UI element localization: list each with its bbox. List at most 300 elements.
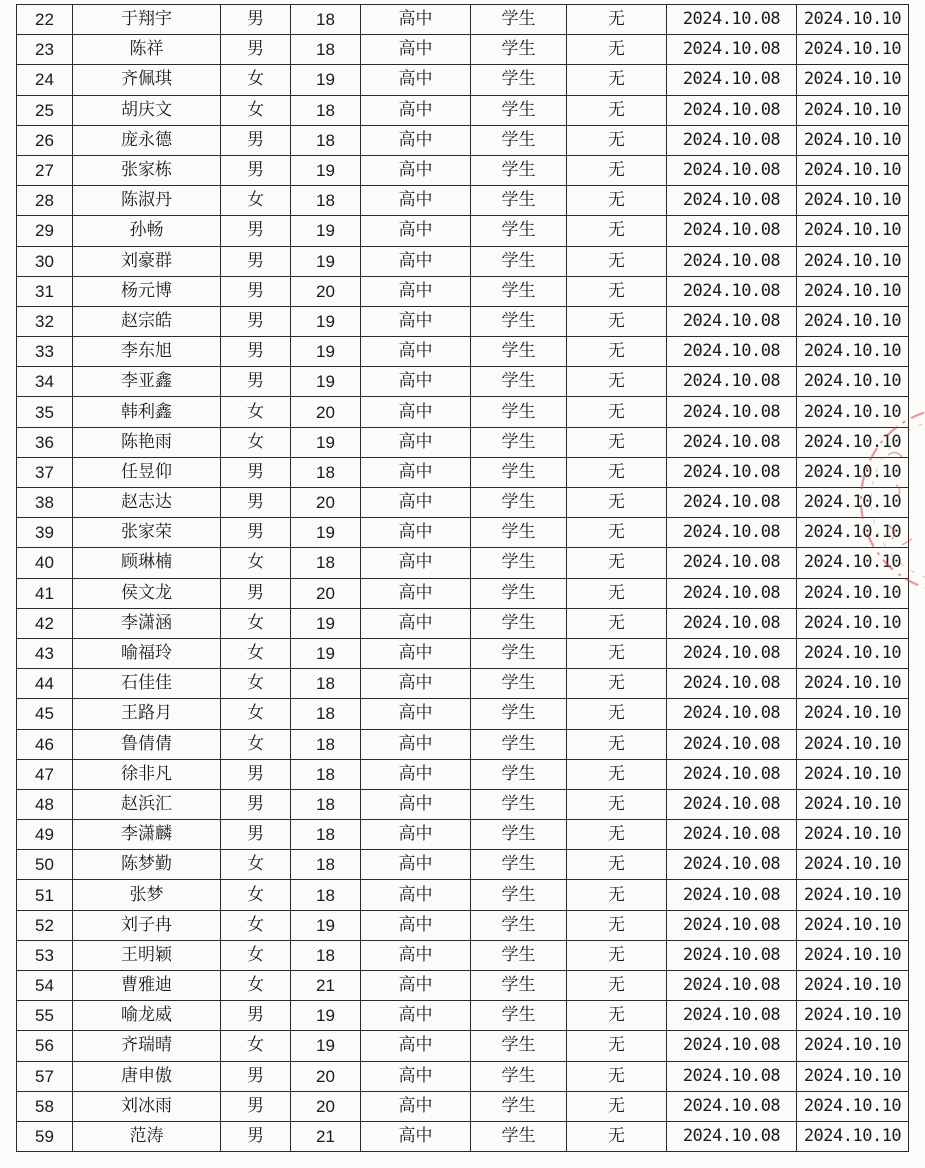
age-cell: 19 [291, 638, 361, 668]
remark-cell: 无 [567, 95, 667, 125]
occupation-cell: 学生 [471, 638, 567, 668]
remark-cell: 无 [567, 729, 667, 759]
gender-cell: 男 [221, 276, 291, 306]
age-cell: 18 [291, 699, 361, 729]
start-date-cell: 2024.10.08 [667, 729, 797, 759]
remark-cell: 无 [567, 638, 667, 668]
age-cell: 19 [291, 1031, 361, 1061]
gender-cell: 男 [221, 789, 291, 819]
end-date-cell: 2024.10.10 [797, 669, 909, 699]
education-cell: 高中 [361, 427, 471, 457]
student-name-cell: 徐非凡 [73, 759, 221, 789]
gender-cell: 女 [221, 669, 291, 699]
start-date-cell: 2024.10.08 [667, 276, 797, 306]
row-number-cell: 37 [17, 457, 73, 487]
education-cell: 高中 [361, 216, 471, 246]
age-cell: 18 [291, 669, 361, 699]
start-date-cell: 2024.10.08 [667, 759, 797, 789]
roster-table [16, 4, 909, 1152]
start-date-cell: 2024.10.08 [667, 367, 797, 397]
age-cell: 18 [291, 548, 361, 578]
age-cell: 18 [291, 759, 361, 789]
occupation-cell: 学生 [471, 367, 567, 397]
age-cell: 19 [291, 367, 361, 397]
end-date-cell: 2024.10.10 [797, 397, 909, 427]
age-cell: 18 [291, 729, 361, 759]
occupation-cell: 学生 [471, 427, 567, 457]
end-date-cell: 2024.10.10 [797, 880, 909, 910]
row-number-cell: 48 [17, 789, 73, 819]
row-number-cell: 34 [17, 367, 73, 397]
end-date-cell: 2024.10.10 [797, 65, 909, 95]
age-cell: 19 [291, 427, 361, 457]
education-cell: 高中 [361, 5, 471, 35]
start-date-cell: 2024.10.08 [667, 1091, 797, 1121]
occupation-cell: 学生 [471, 820, 567, 850]
end-date-cell: 2024.10.10 [797, 578, 909, 608]
row-number-cell: 35 [17, 397, 73, 427]
start-date-cell: 2024.10.08 [667, 488, 797, 518]
education-cell: 高中 [361, 125, 471, 155]
table-row [17, 1031, 909, 1061]
end-date-cell: 2024.10.10 [797, 488, 909, 518]
start-date-cell: 2024.10.08 [667, 880, 797, 910]
table-row [17, 186, 909, 216]
remark-cell: 无 [567, 789, 667, 819]
age-cell: 18 [291, 457, 361, 487]
occupation-cell: 学生 [471, 186, 567, 216]
gender-cell: 女 [221, 1031, 291, 1061]
end-date-cell: 2024.10.10 [797, 35, 909, 65]
end-date-cell: 2024.10.10 [797, 699, 909, 729]
remark-cell: 无 [567, 1121, 667, 1151]
gender-cell: 女 [221, 397, 291, 427]
student-name-cell: 齐佩琪 [73, 65, 221, 95]
occupation-cell: 学生 [471, 397, 567, 427]
row-number-cell: 31 [17, 276, 73, 306]
end-date-cell: 2024.10.10 [797, 1061, 909, 1091]
row-number-cell: 28 [17, 186, 73, 216]
table-row [17, 608, 909, 638]
table-row [17, 518, 909, 548]
education-cell: 高中 [361, 186, 471, 216]
table-row [17, 367, 909, 397]
student-name-cell: 韩利鑫 [73, 397, 221, 427]
education-cell: 高中 [361, 276, 471, 306]
remark-cell: 无 [567, 367, 667, 397]
start-date-cell: 2024.10.08 [667, 125, 797, 155]
age-cell: 19 [291, 216, 361, 246]
start-date-cell: 2024.10.08 [667, 971, 797, 1001]
end-date-cell: 2024.10.10 [797, 155, 909, 185]
table-row [17, 65, 909, 95]
education-cell: 高中 [361, 1031, 471, 1061]
remark-cell: 无 [567, 548, 667, 578]
age-cell: 20 [291, 397, 361, 427]
education-cell: 高中 [361, 488, 471, 518]
start-date-cell: 2024.10.08 [667, 1031, 797, 1061]
table-row [17, 548, 909, 578]
row-number-cell: 36 [17, 427, 73, 457]
occupation-cell: 学生 [471, 971, 567, 1001]
start-date-cell: 2024.10.08 [667, 427, 797, 457]
table-row [17, 789, 909, 819]
row-number-cell: 54 [17, 971, 73, 1001]
student-name-cell: 喻福玲 [73, 638, 221, 668]
remark-cell: 无 [567, 35, 667, 65]
education-cell: 高中 [361, 940, 471, 970]
row-number-cell: 55 [17, 1001, 73, 1031]
age-cell: 21 [291, 1121, 361, 1151]
table-row [17, 246, 909, 276]
row-number-cell: 42 [17, 608, 73, 638]
student-name-cell: 赵宗皓 [73, 306, 221, 336]
end-date-cell: 2024.10.10 [797, 427, 909, 457]
student-name-cell: 张梦 [73, 880, 221, 910]
end-date-cell: 2024.10.10 [797, 1031, 909, 1061]
education-cell: 高中 [361, 669, 471, 699]
gender-cell: 男 [221, 1091, 291, 1121]
age-cell: 20 [291, 1061, 361, 1091]
occupation-cell: 学生 [471, 608, 567, 638]
student-name-cell: 李亚鑫 [73, 367, 221, 397]
student-name-cell: 喻龙威 [73, 1001, 221, 1031]
end-date-cell: 2024.10.10 [797, 125, 909, 155]
end-date-cell: 2024.10.10 [797, 306, 909, 336]
start-date-cell: 2024.10.08 [667, 1121, 797, 1151]
end-date-cell: 2024.10.10 [797, 1001, 909, 1031]
remark-cell: 无 [567, 155, 667, 185]
education-cell: 高中 [361, 457, 471, 487]
occupation-cell: 学生 [471, 1091, 567, 1121]
education-cell: 高中 [361, 1001, 471, 1031]
education-cell: 高中 [361, 65, 471, 95]
gender-cell: 男 [221, 246, 291, 276]
end-date-cell: 2024.10.10 [797, 638, 909, 668]
age-cell: 19 [291, 608, 361, 638]
age-cell: 21 [291, 971, 361, 1001]
age-cell: 18 [291, 850, 361, 880]
student-name-cell: 庞永德 [73, 125, 221, 155]
start-date-cell: 2024.10.08 [667, 457, 797, 487]
row-number-cell: 32 [17, 306, 73, 336]
education-cell: 高中 [361, 155, 471, 185]
remark-cell: 无 [567, 1001, 667, 1031]
student-name-cell: 张家栋 [73, 155, 221, 185]
occupation-cell: 学生 [471, 65, 567, 95]
start-date-cell: 2024.10.08 [667, 910, 797, 940]
table-row [17, 337, 909, 367]
age-cell: 20 [291, 1091, 361, 1121]
remark-cell: 无 [567, 186, 667, 216]
start-date-cell: 2024.10.08 [667, 940, 797, 970]
student-name-cell: 陈祥 [73, 35, 221, 65]
remark-cell: 无 [567, 276, 667, 306]
remark-cell: 无 [567, 1031, 667, 1061]
table-row [17, 276, 909, 306]
table-row [17, 940, 909, 970]
student-name-cell: 李东旭 [73, 337, 221, 367]
student-name-cell: 刘冰雨 [73, 1091, 221, 1121]
end-date-cell: 2024.10.10 [797, 820, 909, 850]
gender-cell: 男 [221, 5, 291, 35]
age-cell: 20 [291, 276, 361, 306]
table-row [17, 669, 909, 699]
gender-cell: 男 [221, 367, 291, 397]
remark-cell: 无 [567, 306, 667, 336]
occupation-cell: 学生 [471, 910, 567, 940]
end-date-cell: 2024.10.10 [797, 457, 909, 487]
table-row [17, 95, 909, 125]
remark-cell: 无 [567, 850, 667, 880]
row-number-cell: 45 [17, 699, 73, 729]
student-name-cell: 赵志达 [73, 488, 221, 518]
row-number-cell: 23 [17, 35, 73, 65]
remark-cell: 无 [567, 940, 667, 970]
start-date-cell: 2024.10.08 [667, 5, 797, 35]
education-cell: 高中 [361, 1061, 471, 1091]
education-cell: 高中 [361, 910, 471, 940]
occupation-cell: 学生 [471, 1121, 567, 1151]
remark-cell: 无 [567, 5, 667, 35]
row-number-cell: 27 [17, 155, 73, 185]
gender-cell: 女 [221, 65, 291, 95]
education-cell: 高中 [361, 880, 471, 910]
row-number-cell: 49 [17, 820, 73, 850]
age-cell: 18 [291, 820, 361, 850]
student-name-cell: 张家荣 [73, 518, 221, 548]
occupation-cell: 学生 [471, 35, 567, 65]
start-date-cell: 2024.10.08 [667, 95, 797, 125]
gender-cell: 女 [221, 940, 291, 970]
student-name-cell: 赵浜汇 [73, 789, 221, 819]
education-cell: 高中 [361, 608, 471, 638]
occupation-cell: 学生 [471, 125, 567, 155]
table-row [17, 638, 909, 668]
student-name-cell: 鲁倩倩 [73, 729, 221, 759]
gender-cell: 男 [221, 457, 291, 487]
remark-cell: 无 [567, 337, 667, 367]
row-number-cell: 33 [17, 337, 73, 367]
remark-cell: 无 [567, 971, 667, 1001]
education-cell: 高中 [361, 95, 471, 125]
education-cell: 高中 [361, 35, 471, 65]
occupation-cell: 学生 [471, 548, 567, 578]
start-date-cell: 2024.10.08 [667, 699, 797, 729]
end-date-cell: 2024.10.10 [797, 5, 909, 35]
end-date-cell: 2024.10.10 [797, 216, 909, 246]
table-row [17, 880, 909, 910]
education-cell: 高中 [361, 578, 471, 608]
occupation-cell: 学生 [471, 155, 567, 185]
gender-cell: 女 [221, 850, 291, 880]
table-row [17, 850, 909, 880]
row-number-cell: 44 [17, 669, 73, 699]
gender-cell: 女 [221, 910, 291, 940]
row-number-cell: 52 [17, 910, 73, 940]
occupation-cell: 学生 [471, 880, 567, 910]
end-date-cell: 2024.10.10 [797, 910, 909, 940]
row-number-cell: 40 [17, 548, 73, 578]
age-cell: 18 [291, 940, 361, 970]
age-cell: 18 [291, 880, 361, 910]
student-name-cell: 李潇麟 [73, 820, 221, 850]
start-date-cell: 2024.10.08 [667, 638, 797, 668]
end-date-cell: 2024.10.10 [797, 789, 909, 819]
gender-cell: 男 [221, 1001, 291, 1031]
remark-cell: 无 [567, 669, 667, 699]
end-date-cell: 2024.10.10 [797, 276, 909, 306]
occupation-cell: 学生 [471, 276, 567, 306]
remark-cell: 无 [567, 1091, 667, 1121]
age-cell: 19 [291, 306, 361, 336]
table-row [17, 488, 909, 518]
age-cell: 19 [291, 246, 361, 276]
education-cell: 高中 [361, 638, 471, 668]
gender-cell: 女 [221, 427, 291, 457]
student-name-cell: 胡庆文 [73, 95, 221, 125]
occupation-cell: 学生 [471, 518, 567, 548]
start-date-cell: 2024.10.08 [667, 246, 797, 276]
gender-cell: 男 [221, 1121, 291, 1151]
table-row [17, 397, 909, 427]
roster-body [17, 5, 909, 1152]
remark-cell: 无 [567, 518, 667, 548]
start-date-cell: 2024.10.08 [667, 306, 797, 336]
remark-cell: 无 [567, 1061, 667, 1091]
remark-cell: 无 [567, 65, 667, 95]
end-date-cell: 2024.10.10 [797, 729, 909, 759]
table-row [17, 1061, 909, 1091]
start-date-cell: 2024.10.08 [667, 35, 797, 65]
student-name-cell: 刘豪群 [73, 246, 221, 276]
age-cell: 20 [291, 578, 361, 608]
education-cell: 高中 [361, 306, 471, 336]
remark-cell: 无 [567, 397, 667, 427]
start-date-cell: 2024.10.08 [667, 608, 797, 638]
row-number-cell: 41 [17, 578, 73, 608]
age-cell: 18 [291, 125, 361, 155]
table-row [17, 5, 909, 35]
end-date-cell: 2024.10.10 [797, 95, 909, 125]
remark-cell: 无 [567, 457, 667, 487]
occupation-cell: 学生 [471, 789, 567, 819]
occupation-cell: 学生 [471, 457, 567, 487]
table-row [17, 729, 909, 759]
remark-cell: 无 [567, 608, 667, 638]
gender-cell: 女 [221, 548, 291, 578]
student-name-cell: 任昱仰 [73, 457, 221, 487]
remark-cell: 无 [567, 759, 667, 789]
row-number-cell: 56 [17, 1031, 73, 1061]
start-date-cell: 2024.10.08 [667, 397, 797, 427]
table-row [17, 427, 909, 457]
student-name-cell: 陈梦勤 [73, 850, 221, 880]
end-date-cell: 2024.10.10 [797, 337, 909, 367]
student-name-cell: 顾琳楠 [73, 548, 221, 578]
row-number-cell: 51 [17, 880, 73, 910]
education-cell: 高中 [361, 789, 471, 819]
gender-cell: 男 [221, 518, 291, 548]
row-number-cell: 38 [17, 488, 73, 518]
age-cell: 18 [291, 5, 361, 35]
table-row [17, 125, 909, 155]
student-name-cell: 齐瑞晴 [73, 1031, 221, 1061]
end-date-cell: 2024.10.10 [797, 759, 909, 789]
occupation-cell: 学生 [471, 940, 567, 970]
gender-cell: 女 [221, 95, 291, 125]
start-date-cell: 2024.10.08 [667, 669, 797, 699]
occupation-cell: 学生 [471, 95, 567, 125]
age-cell: 19 [291, 337, 361, 367]
start-date-cell: 2024.10.08 [667, 548, 797, 578]
remark-cell: 无 [567, 216, 667, 246]
start-date-cell: 2024.10.08 [667, 337, 797, 367]
education-cell: 高中 [361, 820, 471, 850]
gender-cell: 男 [221, 155, 291, 185]
education-cell: 高中 [361, 548, 471, 578]
end-date-cell: 2024.10.10 [797, 518, 909, 548]
end-date-cell: 2024.10.10 [797, 971, 909, 1001]
end-date-cell: 2024.10.10 [797, 608, 909, 638]
row-number-cell: 22 [17, 5, 73, 35]
education-cell: 高中 [361, 1091, 471, 1121]
row-number-cell: 46 [17, 729, 73, 759]
age-cell: 20 [291, 488, 361, 518]
occupation-cell: 学生 [471, 578, 567, 608]
start-date-cell: 2024.10.08 [667, 155, 797, 185]
table-row [17, 820, 909, 850]
row-number-cell: 53 [17, 940, 73, 970]
gender-cell: 男 [221, 820, 291, 850]
remark-cell: 无 [567, 880, 667, 910]
student-name-cell: 侯文龙 [73, 578, 221, 608]
row-number-cell: 24 [17, 65, 73, 95]
table-row [17, 155, 909, 185]
gender-cell: 男 [221, 35, 291, 65]
table-row [17, 1091, 909, 1121]
age-cell: 19 [291, 1001, 361, 1031]
occupation-cell: 学生 [471, 1061, 567, 1091]
end-date-cell: 2024.10.10 [797, 246, 909, 276]
gender-cell: 女 [221, 729, 291, 759]
table-row [17, 578, 909, 608]
student-name-cell: 李潇涵 [73, 608, 221, 638]
gender-cell: 男 [221, 759, 291, 789]
end-date-cell: 2024.10.10 [797, 940, 909, 970]
row-number-cell: 47 [17, 759, 73, 789]
table-row [17, 971, 909, 1001]
gender-cell: 男 [221, 306, 291, 336]
table-row [17, 699, 909, 729]
student-name-cell: 于翔宇 [73, 5, 221, 35]
age-cell: 18 [291, 789, 361, 819]
student-name-cell: 刘子冉 [73, 910, 221, 940]
occupation-cell: 学生 [471, 5, 567, 35]
remark-cell: 无 [567, 699, 667, 729]
remark-cell: 无 [567, 820, 667, 850]
start-date-cell: 2024.10.08 [667, 186, 797, 216]
table-row [17, 910, 909, 940]
table-row [17, 1121, 909, 1151]
gender-cell: 女 [221, 699, 291, 729]
table-row [17, 1001, 909, 1031]
education-cell: 高中 [361, 729, 471, 759]
education-cell: 高中 [361, 699, 471, 729]
student-name-cell: 陈淑丹 [73, 186, 221, 216]
age-cell: 19 [291, 65, 361, 95]
occupation-cell: 学生 [471, 246, 567, 276]
